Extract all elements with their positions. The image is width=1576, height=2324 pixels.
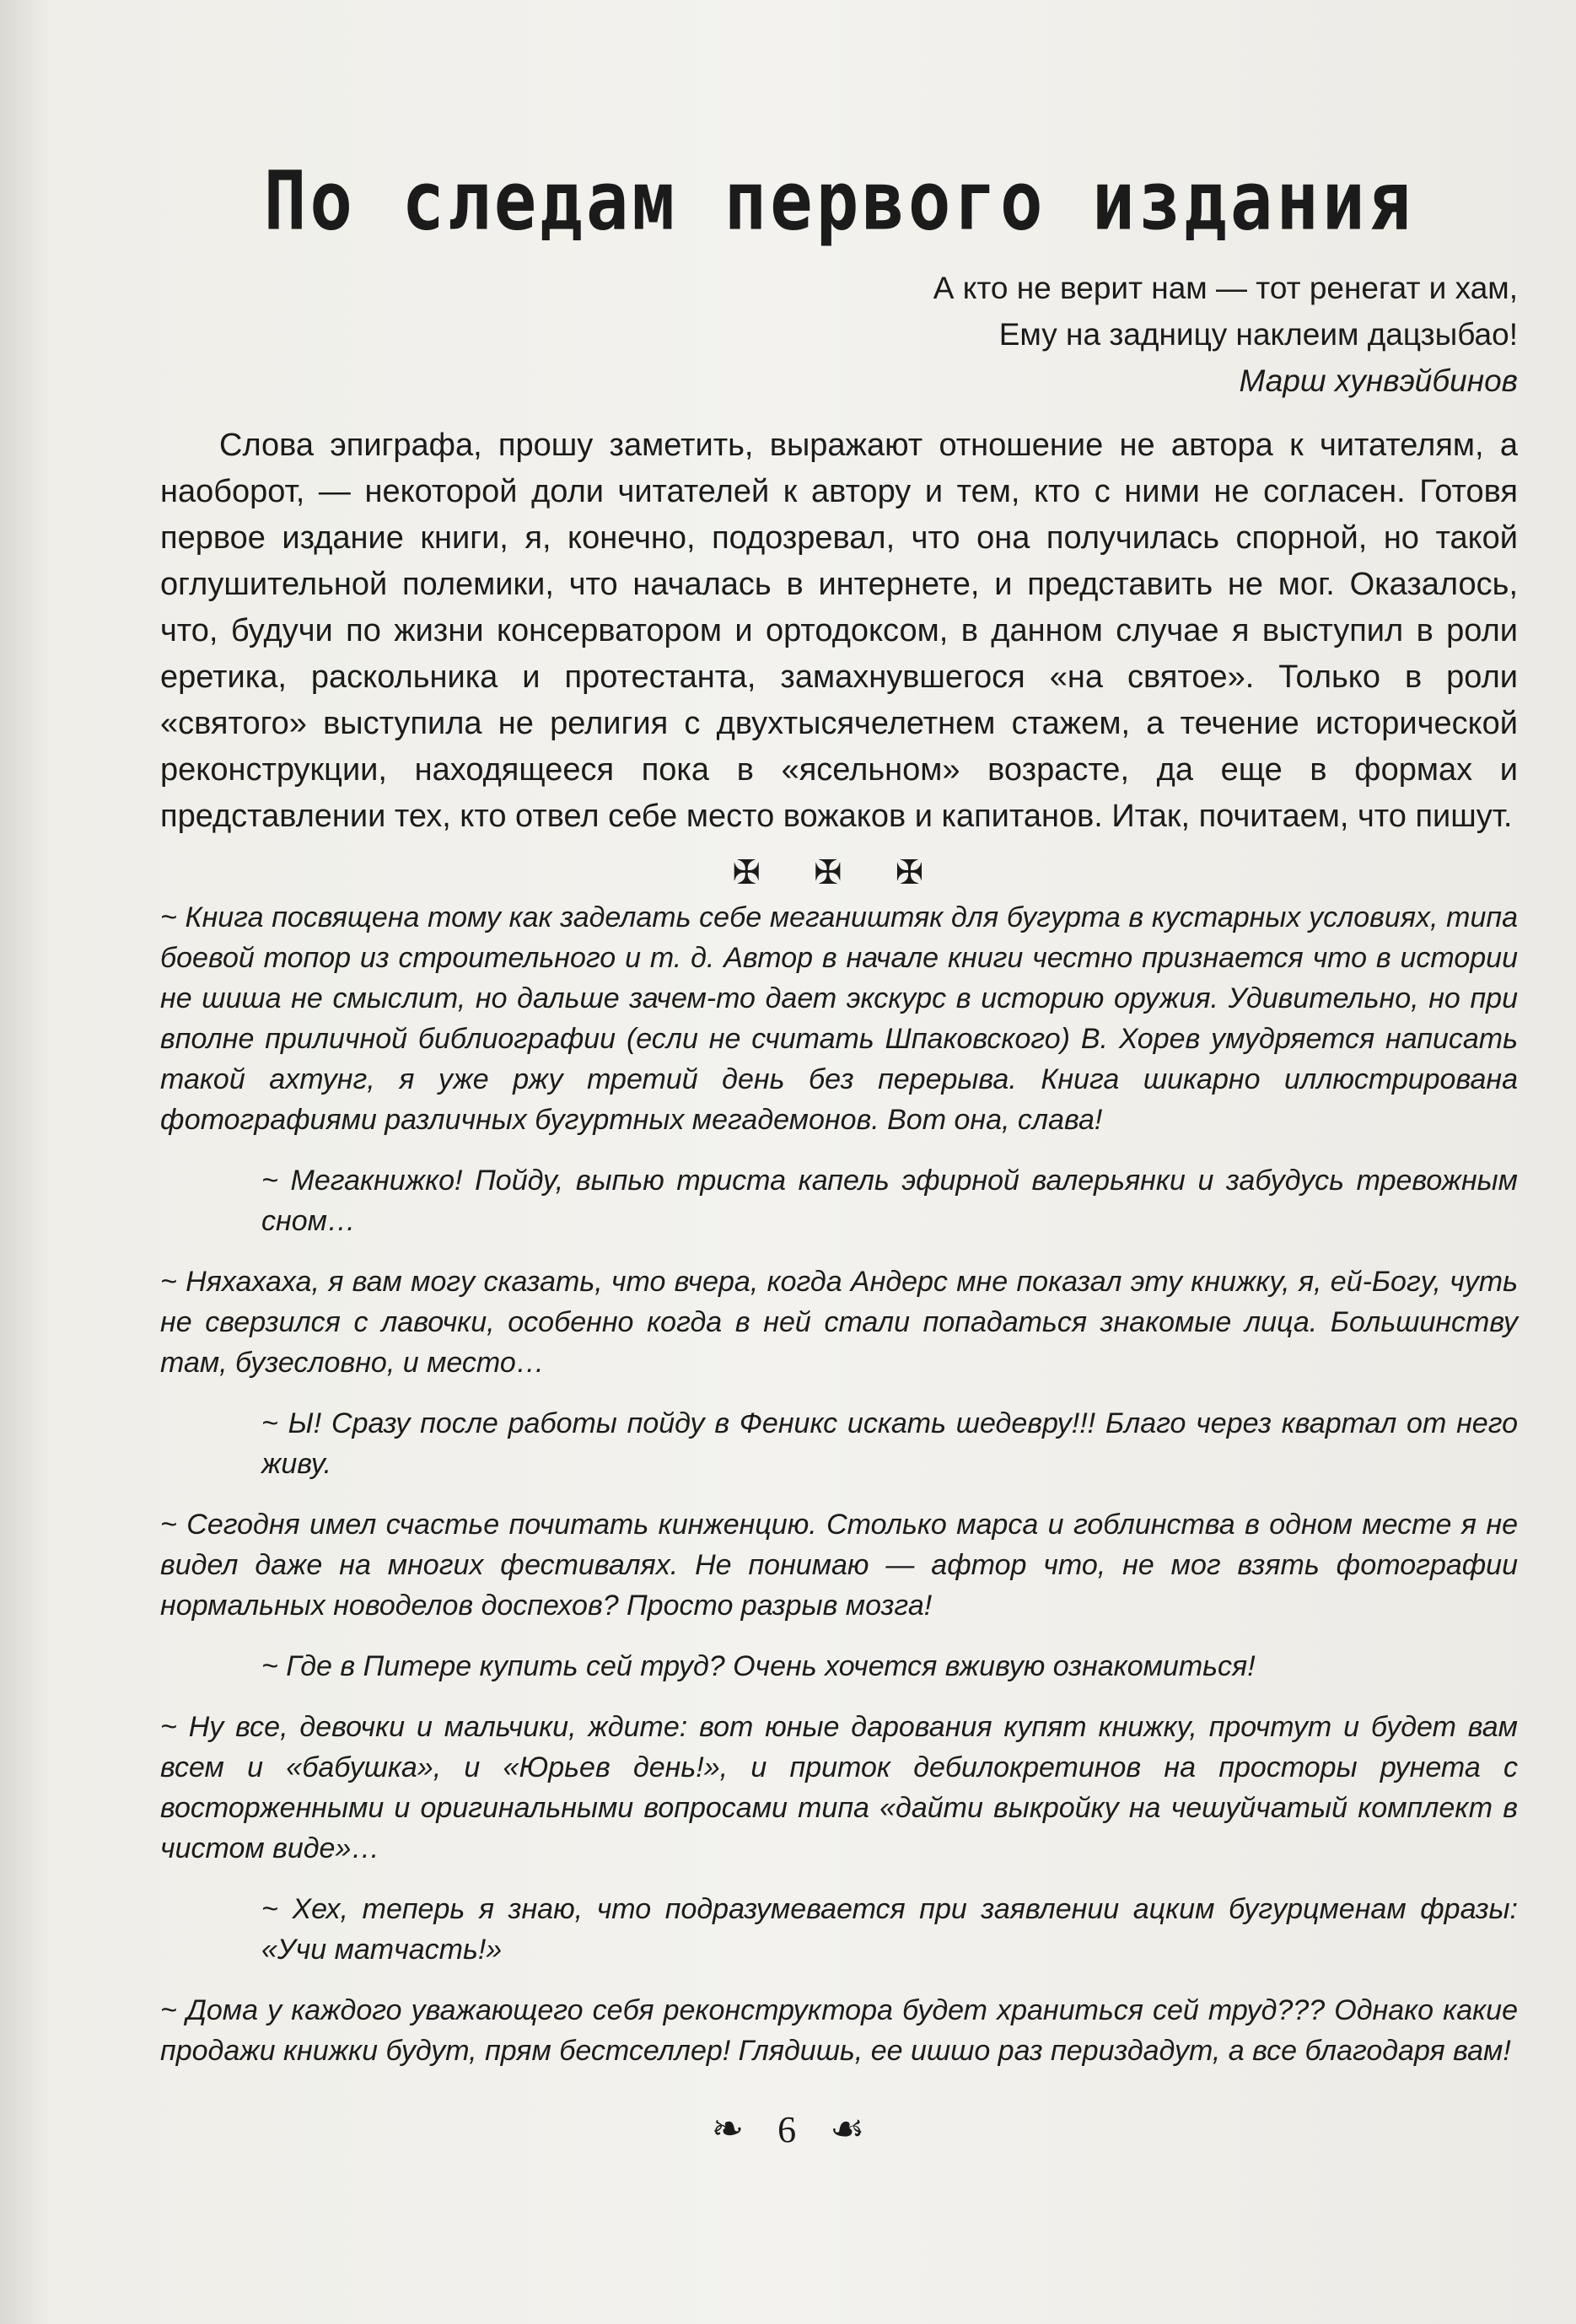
epigraph	[160, 265, 1518, 404]
right-ornament-icon: ☙	[830, 2107, 865, 2150]
epigraph-line: А кто не верит нам — тот ренегат и хам,	[933, 271, 1518, 305]
reply-comment: ~ Хех, теперь я знаю, что подразумевается при заявлении ацким бугурцменам фразы: «Учи матчасть!»	[261, 1893, 1518, 1966]
reader-comment: ~ Ну все, девочки и мальчики, ждите: вот юные дарования купят книжку, прочтут и будет вам всем и «бабушка», и «Юрьев день!», и приток дебилокретинов на просторы рунета с восторженными и оригинальными вопросами типа «дайти выкройку на чешуйчатый комплект в чистом виде»…	[160, 1711, 1518, 1864]
reply-comment: ~ Где в Питере купить сей труд? Очень хочется вживую ознакомиться!	[261, 1650, 1256, 1682]
reply-comment: ~ Ы! Сразу после работы пойду в Феникс искать шедевру!!! Благо через квартал от него живу.	[261, 1407, 1518, 1480]
page-footer	[0, 2104, 1576, 2155]
reader-comment: ~ Книга посвящена тому как заделать себе мегаништяк для бугурта в кустарных условиях, типа боевой топор из строительного и т. д. Автор в начале книги честно признается что в истории не шиша не смыслит, но дальше зачем-то дает экскурс в историю оружия. Удивительно, но при вполне приличной библиографии (если не считать Шпаковского) В. Хорев умудряется написать такой ахтунг, я уже ржу третий день без перерыва. Книга шикарно иллюстрирована фотографиями различных бугуртных мегадемонов. Вот она, слава!	[160, 901, 1518, 1136]
epigraph-line: Ему на задницу наклеим дацзыбао!	[998, 317, 1518, 352]
intro-paragraph: Слова эпиграфа, прошу заметить, выражают отношение не автора к читателям, а наоборот, — некоторой доли читателей к автору и тем, кто с ними не согласен. Готовя первое издание книги, я, конечно, подозревал, что она получилась спорной, но такой оглушительной полемики, что началась в интернете, и представить не мог. Оказалось, что, будучи по жизни консерватором и ортодоксом, в данном случае я выступил в роли еретика, раскольника и протестанта, замахнувшегося «на святое». Только в роли «святого» выступила не религия с двухтысячелетнем стажем, а течение исторической реконструкции, находящееся пока в «ясельном» возрасте, да еще в формах и представлении тех, кто отвел себе место вожаков и капитанов. Итак, почитаем, что пишут.	[160, 428, 1518, 834]
reader-comment: ~ Няхахаха, я вам могу сказать, что вчера, когда Андерс мне показал эту книжку, я, ей-Богу, чуть не сверзился с лавочки, особенно когда в ней стали попадаться знакомые лица. Большинству там, бузесловно, и место…	[160, 1266, 1518, 1379]
page-content	[160, 153, 1518, 2091]
reader-comments	[160, 897, 1518, 2071]
left-ornament-icon: ❧	[711, 2107, 745, 2150]
reply-comment: ~ Мегакнижко! Пойду, выпью триста капель эфирной валерьянки и забудусь тревожным сном…	[261, 1165, 1518, 1237]
reader-comment: ~ Сегодня имел счастье почитать кинженцию. Столько марса и гоблинства в одном месте я не видел даже на многих фестивалях. Не понимаю — афтор что, не мог взять фотографии нормальных новоделов доспехов? Просто разрыв мозга!	[160, 1509, 1518, 1622]
epigraph-author: Марш хунвэйбинов	[1239, 363, 1518, 398]
page-number: 6	[777, 2109, 797, 2150]
chapter-heading: По следам первого издания	[263, 153, 1415, 249]
section-separator: ✠ ✠ ✠	[732, 854, 946, 891]
reader-comment: ~ Дома у каждого уважающего себя реконструктора будет храниться сей труд??? Однако какие продажи книжки будут, прям бестселлер! Глядишь, ее ишшо раз периздадут, а все благодаря вам!	[160, 1994, 1518, 2067]
